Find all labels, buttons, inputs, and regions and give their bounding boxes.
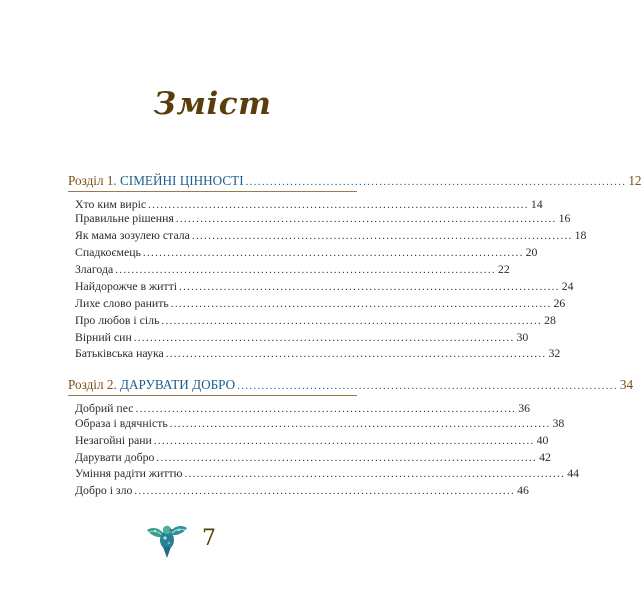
entry-page-number: 38 (552, 416, 565, 430)
section-name: СІМЕЙНІ ЦІННОСТІ (120, 173, 244, 188)
toc-entry[interactable] (75, 197, 543, 212)
toc-entry[interactable] (75, 416, 565, 431)
entry-title: Як мама зозулею стала (75, 228, 190, 242)
entry-title: Дарувати добро (75, 450, 155, 464)
toc-entry[interactable] (75, 296, 566, 311)
toc-entry[interactable] (75, 433, 549, 448)
toc-entry[interactable] (75, 346, 561, 361)
entry-page-number: 30 (516, 330, 529, 344)
toc-section-label (68, 173, 244, 189)
toc-entry[interactable] (75, 450, 551, 465)
section-page-number: 34 (619, 377, 634, 392)
entry-title: Батьківська наука (75, 346, 164, 360)
dot-leader: .............................................................................................. (133, 332, 515, 344)
toc-entry[interactable] (75, 313, 556, 328)
dot-leader: .............................................................................................. (148, 199, 529, 211)
entry-title: Добро і зло (75, 483, 133, 497)
entry-page-number: 20 (525, 245, 538, 259)
toc-section-label (68, 377, 235, 393)
dot-leader: .............................................................................................. (191, 230, 573, 242)
entry-page-number: 32 (548, 346, 561, 360)
entry-page-number: 18 (574, 228, 587, 242)
entry-title: Незагойні рани (75, 433, 152, 447)
toc-entry[interactable] (75, 401, 531, 416)
entry-title: Добрий пес (75, 401, 134, 415)
dot-leader: .............................................................................................. (165, 348, 547, 360)
entry-page-number: 24 (561, 279, 574, 293)
toc-entry[interactable] (75, 483, 529, 498)
entry-page-number: 36 (518, 401, 531, 415)
dot-leader: .............................................................................................. (161, 315, 543, 327)
dot-leader: .............................................................................................. (169, 418, 551, 430)
dot-leader: .............................................................................................. (170, 298, 552, 310)
dot-leader: .............................................................................................. (156, 452, 538, 464)
toc-entry[interactable] (75, 245, 538, 260)
entry-title: Уміння радіти життю (75, 466, 183, 480)
entry-page-number: 42 (539, 450, 551, 464)
entry-page-number: 40 (536, 433, 549, 447)
section-page-number: 12 (628, 173, 642, 188)
entry-page-number: 14 (530, 197, 543, 211)
entry-page-number: 46 (517, 483, 529, 497)
dot-leader: .............................................................................................. (179, 281, 560, 293)
entry-page-number: 28 (544, 313, 556, 327)
dot-leader: .............................................................................................. (134, 485, 516, 497)
entry-title: Злагода (75, 262, 114, 276)
toc-section-1[interactable] (68, 173, 642, 189)
toc-entry[interactable] (75, 279, 574, 294)
toc-section-2[interactable] (68, 377, 634, 393)
toc-entry[interactable] (75, 262, 510, 277)
entry-page-number: 26 (553, 296, 566, 310)
dot-leader: .............................................................................................. (237, 380, 618, 392)
dot-leader: .............................................................................................. (135, 403, 517, 415)
dot-leader: .............................................................................................. (115, 264, 496, 276)
entry-title: Спадкоємець (75, 245, 141, 259)
entry-title: Правильне рішення (75, 211, 174, 225)
section-prefix: Розділ 2. (68, 377, 117, 392)
entry-page-number: 44 (567, 466, 579, 480)
dot-leader: .............................................................................................. (245, 176, 627, 188)
entry-title: Вірний син (75, 330, 132, 344)
section-prefix: Розділ 1. (68, 173, 117, 188)
dot-leader: .............................................................................................. (175, 213, 557, 225)
toc-entry[interactable] (75, 228, 587, 243)
entry-page-number: 16 (558, 211, 571, 225)
entry-title: Хто ким виріс (75, 197, 147, 211)
toc-entry[interactable] (75, 211, 571, 226)
entry-title: Образа і вдячність (75, 416, 168, 430)
dot-leader: .............................................................................................. (184, 468, 566, 480)
entry-page-number: 22 (497, 262, 510, 276)
entry-title: Про любов і сіль (75, 313, 160, 327)
entry-title: Лихе слово ранить (75, 296, 169, 310)
bird-icon (143, 516, 191, 560)
section-divider (68, 191, 357, 192)
page-number: 7 (202, 526, 216, 551)
entry-title: Найдорожче в житті (75, 279, 178, 293)
dot-leader: .............................................................................................. (153, 435, 535, 447)
section-divider (68, 395, 357, 396)
toc-title: Зміст (153, 86, 272, 122)
toc-entry[interactable] (75, 330, 529, 345)
dot-leader: .............................................................................................. (142, 247, 524, 259)
toc-entry[interactable] (75, 466, 579, 481)
section-name: ДАРУВАТИ ДОБРО (120, 377, 236, 392)
